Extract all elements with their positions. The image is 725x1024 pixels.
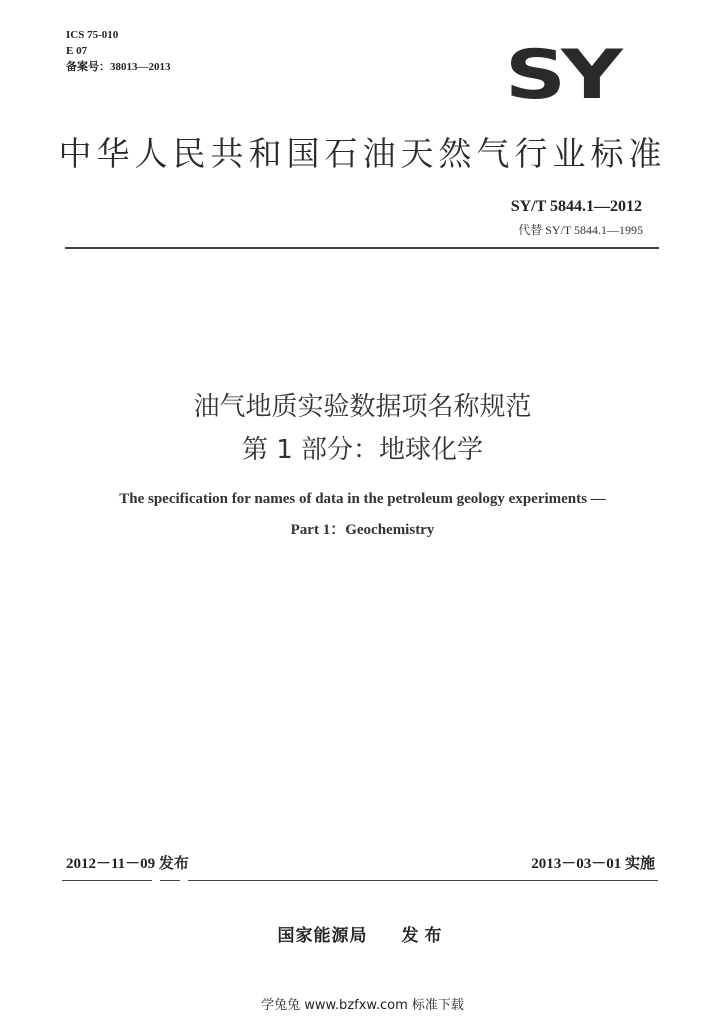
publisher-action: 发布 xyxy=(401,926,448,946)
ics-code: ICS 75-010 xyxy=(66,29,119,41)
footer-watermark: 学兔兔 www.bzfxw.com 标准下载 xyxy=(261,998,464,1013)
header-divider xyxy=(65,247,659,249)
footer-divider-segment xyxy=(160,880,180,881)
standard-number: SY/T 5844.1—2012 xyxy=(510,198,642,215)
chinese-title-line-2: 第 1 部分：地球化学 xyxy=(241,435,484,465)
standard-metadata xyxy=(66,27,171,75)
english-title-line-1: The specification for names of data in the petroleum geology experiments — xyxy=(119,491,606,507)
publisher-block xyxy=(0,921,725,946)
publisher-name: 国家能源局 xyxy=(277,926,368,946)
replaces-standard: 代替 SY/T 5844.1—1995 xyxy=(518,223,643,237)
sy-logo: SY xyxy=(504,36,618,115)
filing-number: 备案号：38013—2013 xyxy=(66,61,171,73)
classification-code: E 07 xyxy=(66,45,88,57)
footer-divider-segment xyxy=(62,880,152,881)
issue-date: 2012－11－09 发布 xyxy=(66,856,189,872)
footer-divider xyxy=(188,880,658,881)
english-title-line-2: Part 1：Geochemistry xyxy=(290,522,435,538)
industry-standard-title: 中华人民共和国石油天然气行业标准 xyxy=(58,134,667,173)
chinese-title-line-1: 油气地质实验数据项名称规范 xyxy=(193,392,532,422)
implementation-date: 2013－03－01 实施 xyxy=(531,856,655,872)
